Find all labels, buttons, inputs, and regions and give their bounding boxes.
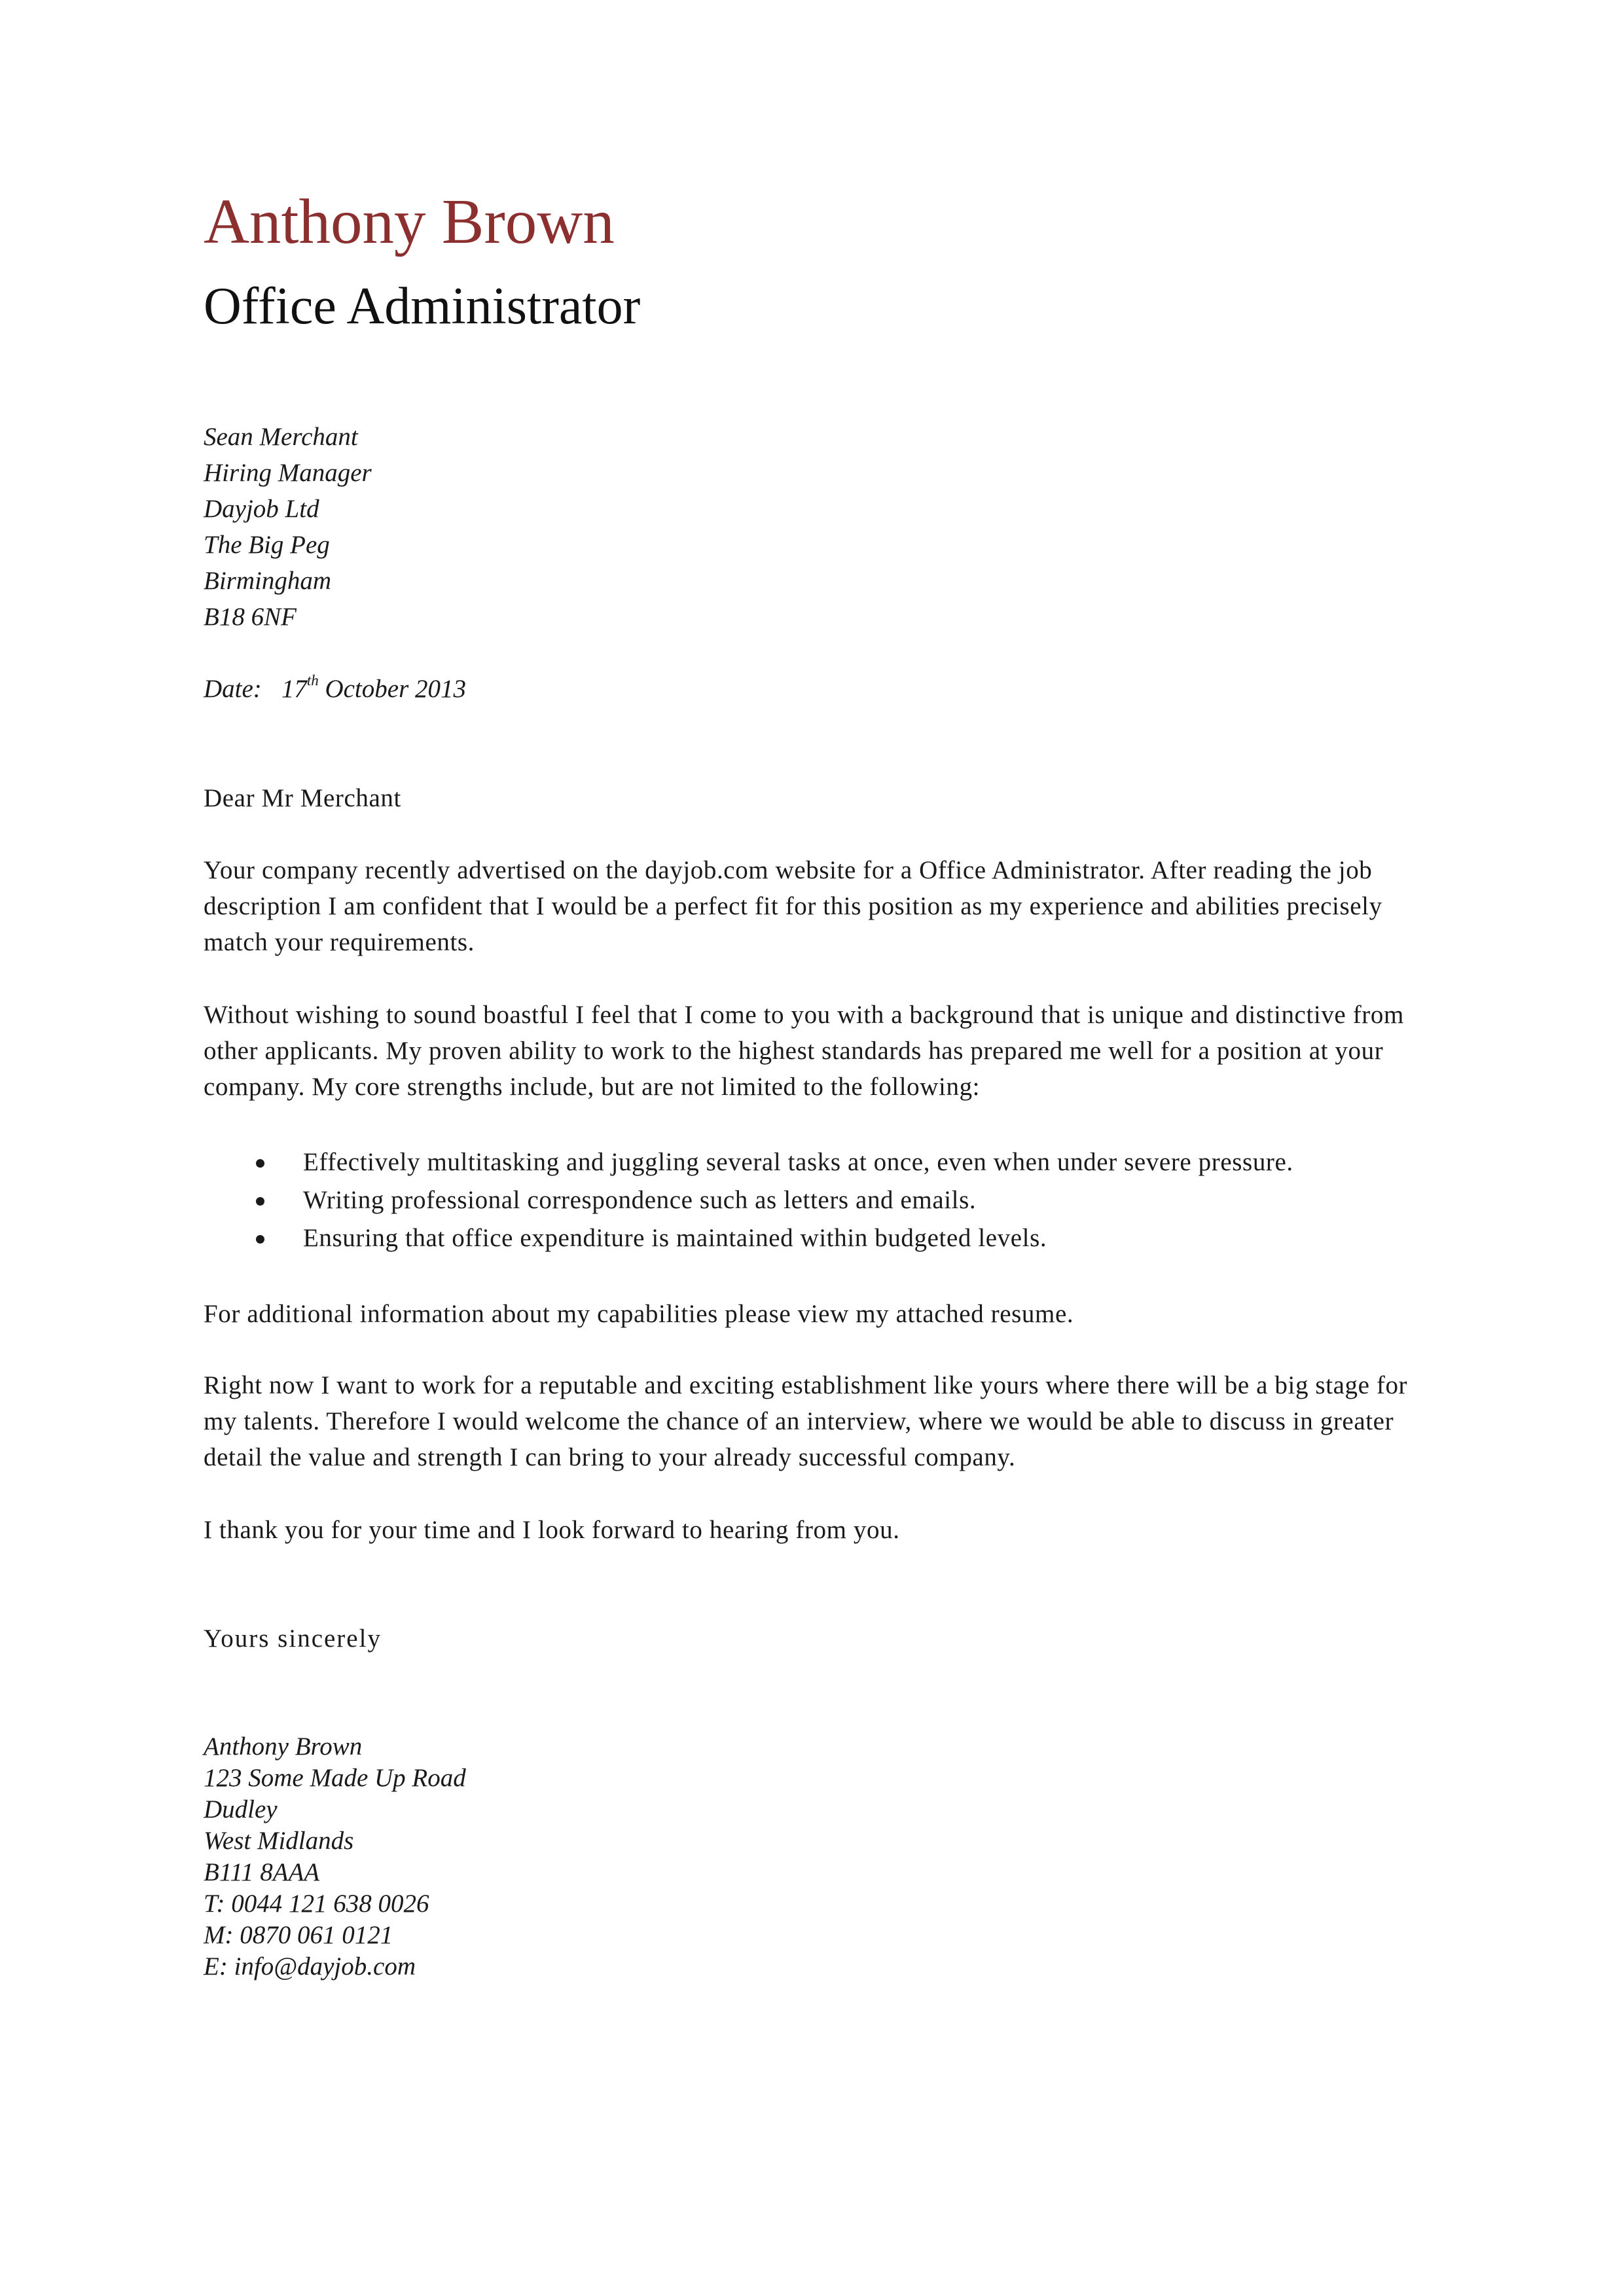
greeting: Dear Mr Merchant: [204, 784, 401, 812]
list-item: [204, 1143, 1293, 1181]
letter-date: [204, 671, 466, 707]
signature-line: 123 Some Made Up Road: [204, 1764, 466, 1792]
recipient-address: [204, 419, 372, 635]
list-item-text: Writing professional correspondence such as letters and emails.: [303, 1186, 977, 1214]
paragraph-intro: Your company recently advertised on the dayjob.com website for a Office Administrator. After reading the job description I am confident that I would be a perfect fit for this position as my experience and abilities precisely match your requirements.: [204, 856, 1382, 956]
list-item-text: Ensuring that office expenditure is maintained within budgeted levels.: [303, 1224, 1047, 1252]
list-item: [204, 1219, 1293, 1257]
sender-name-heading: Anthony Brown: [204, 187, 615, 257]
recipient-line: Dayjob Ltd: [204, 495, 319, 523]
signature-line: T: 0044 121 638 0026: [204, 1890, 429, 1918]
signature-line: Anthony Brown: [204, 1732, 363, 1761]
signature-line: Dudley: [204, 1795, 278, 1823]
date-label: Date:: [204, 675, 262, 703]
paragraph-background: Without wishing to sound boastful I feel that I come to you with a background that is unique and distinctive from other applicants. My proven ability to work to the highest standards has prepared me well for a position at your company. My core strengths include, but are not limited to the following:: [204, 1001, 1404, 1101]
signature-line: M: 0870 061 0121: [204, 1921, 393, 1949]
bullet-icon: [256, 1159, 264, 1168]
date-day-suffix: th: [306, 672, 319, 689]
closing: Yours sincerely: [204, 1624, 382, 1653]
signature-line: B111 8AAA: [204, 1858, 320, 1886]
recipient-line: Birmingham: [204, 567, 331, 595]
date-month-year: October 2013: [325, 675, 467, 703]
recipient-line: B18 6NF: [204, 603, 297, 631]
paragraph-resume: For additional information about my capabilities please view my attached resume.: [204, 1300, 1074, 1328]
signature-block: [204, 1731, 466, 1982]
job-title-heading: Office Administrator: [204, 278, 641, 335]
recipient-line: Sean Merchant: [204, 423, 358, 451]
list-item: [204, 1181, 1293, 1219]
bullet-icon: [256, 1235, 264, 1244]
signature-line: West Midlands: [204, 1827, 354, 1855]
paragraph-thanks: I thank you for your time and I look forward to hearing from you.: [204, 1516, 900, 1544]
list-item-text: Effectively multitasking and juggling several tasks at once, even when under severe pressure.: [303, 1148, 1293, 1176]
recipient-line: Hiring Manager: [204, 459, 372, 487]
signature-line: E: info@dayjob.com: [204, 1952, 416, 1981]
paragraph-interview: Right now I want to work for a reputable and exciting establishment like yours where there will be a big stage for my talents. Therefore I would welcome the chance of an interview, where we would be able to discuss in greater detail the value and strength I can bring to your already successful company.: [204, 1371, 1408, 1471]
bullet-icon: [256, 1197, 264, 1206]
strengths-list: [204, 1143, 1293, 1257]
date-day: 17: [281, 675, 307, 703]
recipient-line: The Big Peg: [204, 531, 330, 559]
